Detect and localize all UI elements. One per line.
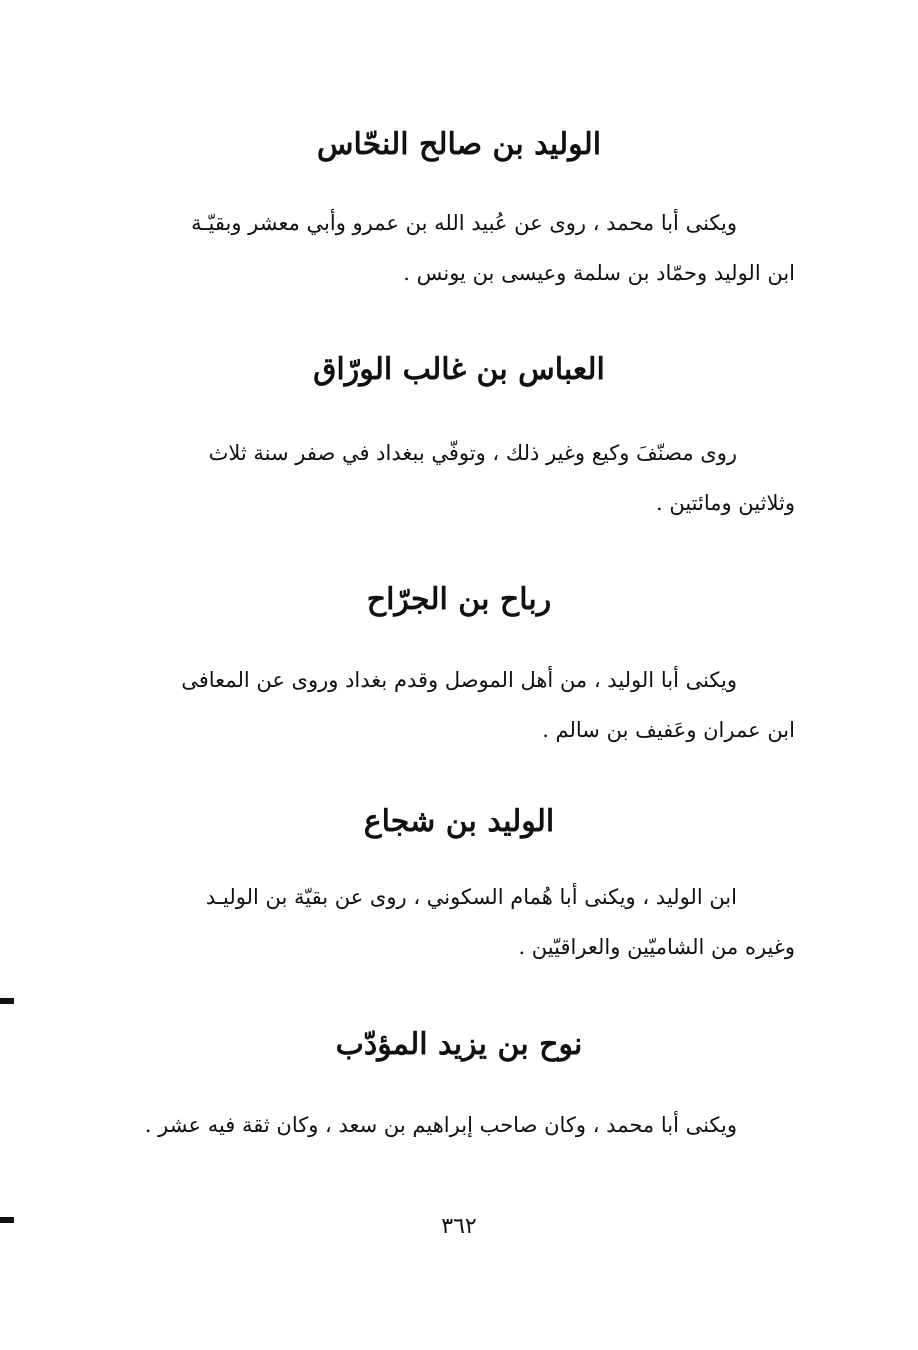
- entry-text-3-line-2: ابن عمران وعَفيف بن سالم .: [542, 718, 795, 742]
- entry-text-5: [100, 1100, 795, 1150]
- margin-mark: [0, 998, 14, 1004]
- entry-text-4-line-2: وغيره من الشاميّين والعراقيّين .: [518, 935, 795, 959]
- margin-mark: [0, 1217, 14, 1223]
- entry-text-2-line-2: وثلاثين ومائتين .: [655, 491, 795, 515]
- entry-text-2-line-1: روى مصنّفَ وكيع وغير ذلك ، وتوفّي ببغداد في صفر سنة ثلاث: [208, 441, 737, 465]
- entry-heading-4: الوليد بن شجاع: [363, 804, 555, 839]
- entry-text-3: [100, 655, 795, 755]
- entry-text-1: [100, 198, 795, 298]
- entry-heading-2: العباس بن غالب الورّاق: [313, 352, 605, 387]
- entry-text-1-line-2: ابن الوليد وحمّاد بن سلمة وعيسى بن يونس .: [403, 261, 795, 285]
- page-number: ٣٦٢: [441, 1214, 477, 1239]
- entry-text-4-line-1: ابن الوليد ، ويكنى أبا هُمام السكوني ، روى عن بقيّة بن الوليـد: [205, 885, 737, 909]
- entry-heading-5: نوح بن يزيد المؤدّب: [335, 1027, 583, 1062]
- entry-text-3-line-1: ويكنى أبا الوليد ، من أهل الموصل وقدم بغداد وروى عن المعافى: [181, 668, 737, 692]
- entry-text-1-line-1: ويكنى أبا محمد ، روى عن عُبيد الله بن عمرو وأبي معشر وبقيّـة: [191, 211, 737, 235]
- entry-text-2: [100, 428, 795, 528]
- entry-heading-1: الوليد بن صالح النحّاس: [316, 127, 602, 162]
- entry-heading-3: رباح بن الجرّاح: [366, 582, 552, 617]
- entry-text-4: [100, 872, 795, 972]
- entry-text-5-line-1: ويكنى أبا محمد ، وكان صاحب إبراهيم بن سعد ، وكان ثقة فيه عشر .: [144, 1113, 737, 1137]
